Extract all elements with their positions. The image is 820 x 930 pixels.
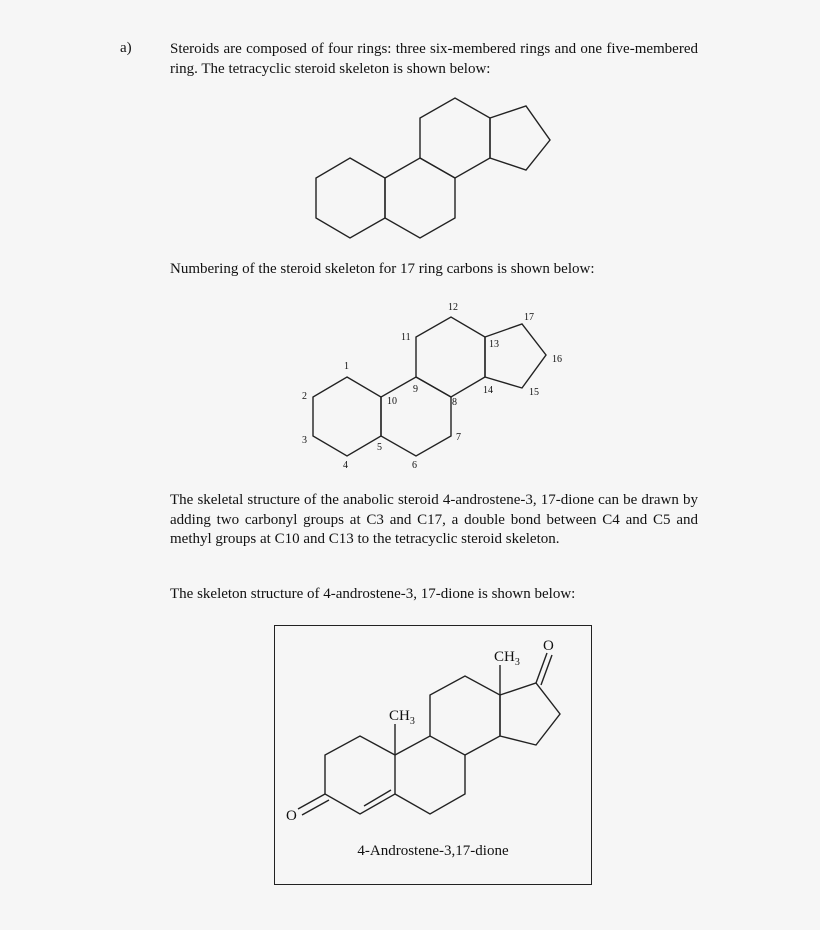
ring-number-9: 9 xyxy=(413,384,418,395)
ring-number-3: 3 xyxy=(302,435,307,446)
carbonyl-c17-bond-1 xyxy=(536,653,547,683)
ring-number-14: 14 xyxy=(483,385,493,396)
oxygen-c3-label: O xyxy=(286,808,297,824)
ring-number-13: 13 xyxy=(489,339,499,350)
methyl-c10-label xyxy=(389,708,415,727)
part-label: a) xyxy=(120,40,132,56)
ring-number-2: 2 xyxy=(302,391,307,402)
ring-number-16: 16 xyxy=(552,354,562,365)
methyl-c13-label xyxy=(494,649,520,668)
ring-number-12: 12 xyxy=(448,302,458,313)
ring-number-4: 4 xyxy=(343,460,348,471)
ring-number-5: 5 xyxy=(377,442,382,453)
ring-a xyxy=(325,736,395,814)
skeleton-paragraph: The skeleton structure of 4-androstene-3, 17-dione is shown below: xyxy=(170,586,576,602)
ring-number-8: 8 xyxy=(452,397,457,408)
carbonyl-c17-bond-2 xyxy=(541,655,552,685)
methyl-c13-subscript: 3 xyxy=(514,657,520,668)
ring-number-10: 10 xyxy=(387,396,397,407)
methyl-c13-ch: CH xyxy=(494,649,515,665)
ring-d xyxy=(500,683,560,745)
ring-b xyxy=(395,736,465,814)
ring-number-1: 1 xyxy=(344,361,349,372)
oxygen-c17-label: O xyxy=(543,638,554,654)
ring-number-7: 7 xyxy=(456,432,461,443)
ring-number-15: 15 xyxy=(529,387,539,398)
ring-number-17: 17 xyxy=(524,312,534,323)
ring-number-11: 11 xyxy=(401,332,411,343)
numbering-paragraph: Numbering of the steroid skeleton for 17 ring carbons is shown below: xyxy=(170,261,595,277)
carbonyl-c3-bond-1 xyxy=(298,794,325,809)
methyl-c10-ch: CH xyxy=(389,708,410,724)
carbonyl-c3-bond-2 xyxy=(302,800,329,815)
intro-paragraph: Steroids are composed of four rings: three six-membered rings and one five-membered ring. The tetracyclic steroid skeleton is shown below: xyxy=(170,41,698,77)
ring-number-6: 6 xyxy=(412,460,417,471)
methyl-c10-subscript: 3 xyxy=(409,716,415,727)
structure-caption: 4-Androstene-3,17-dione xyxy=(357,843,509,859)
ring-c xyxy=(430,676,500,755)
description-paragraph: The skeletal structure of the anabolic steroid 4-androstene-3, 17-dione can be drawn by adding two carbonyl groups at C3 and C17, a double bond between C4 and C5 and methyl groups at C10 and C13 to the tetracyclic steroid skeleton. xyxy=(170,492,698,547)
